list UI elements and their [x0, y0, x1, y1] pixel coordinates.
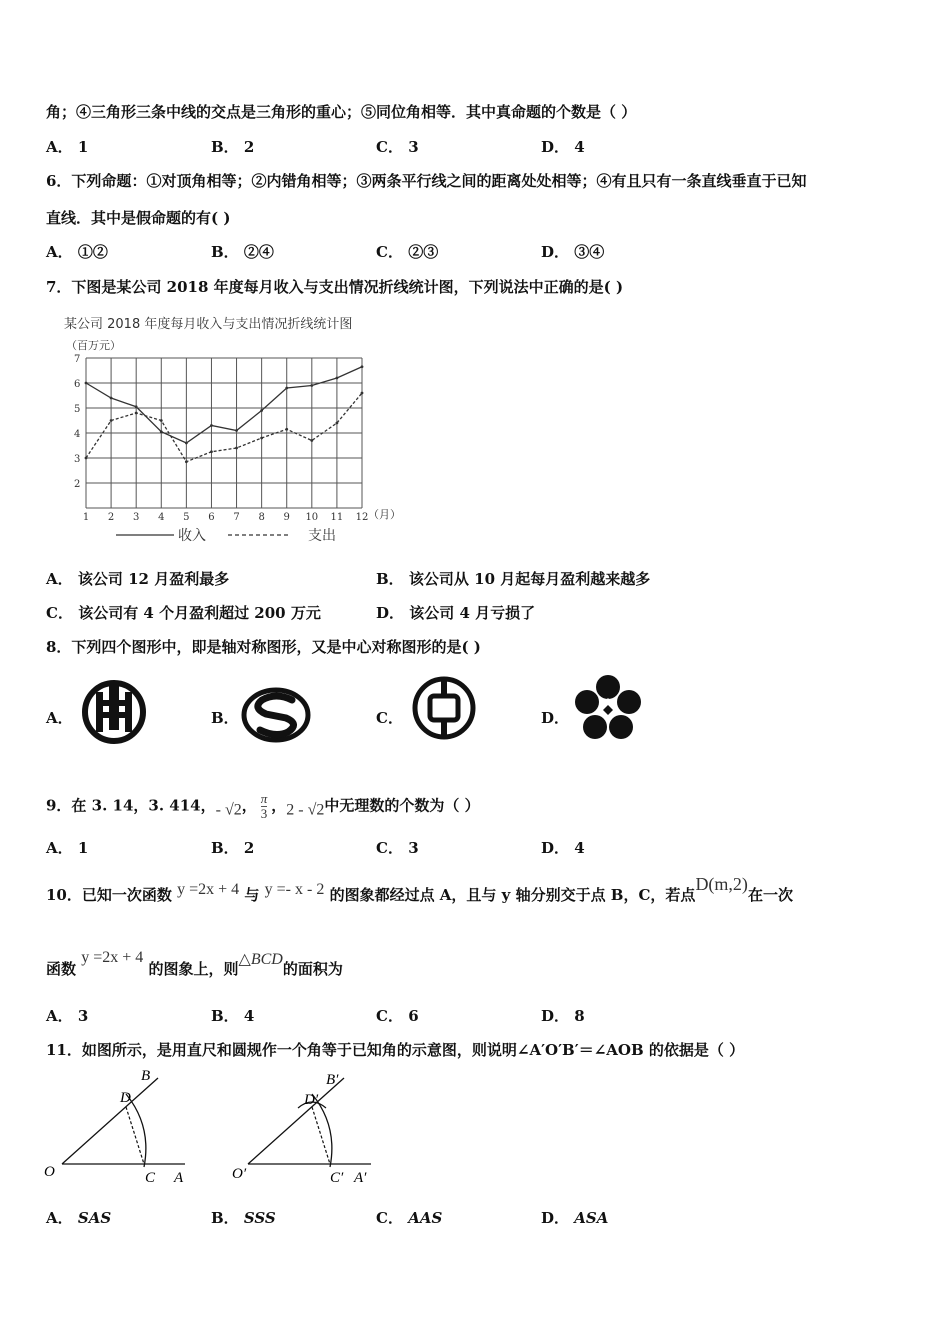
- chart-y-ticks: [74, 354, 80, 490]
- chart-xlabel: （月）: [368, 508, 401, 521]
- y-tick-label: 7: [74, 354, 81, 365]
- q10-option-d[interactable]: D． 8: [541, 1007, 585, 1025]
- angle-figure-construction: [228, 1066, 388, 1190]
- q11-option-b[interactable]: B． SSS: [211, 1209, 276, 1227]
- data-point-expense: [235, 447, 238, 450]
- q5-option-d[interactable]: D． 4: [541, 138, 585, 156]
- q9-stem: 9．在 3. 14，3. 414，- √2， $\frac{\pi}{3}$ ，2 - √2中无理数的个数为（ ）: [46, 791, 480, 821]
- chart-title: 某公司 2018 年度每月收入与支出情况折线统计图: [64, 317, 353, 332]
- x-tick-label: 4: [158, 512, 165, 523]
- q7-option-a[interactable]: A． 该公司 12 月盈利最多: [46, 570, 230, 588]
- data-point-income: [260, 409, 263, 412]
- q8-option-d[interactable]: D．: [541, 709, 570, 727]
- angle-figure-original: [40, 1066, 200, 1190]
- y-tick-label: 5: [74, 404, 81, 415]
- x-tick-label: 3: [132, 512, 140, 523]
- data-point-expense: [85, 457, 88, 460]
- x-tick-label: 5: [183, 512, 190, 523]
- q5-option-a[interactable]: A． 1: [46, 138, 89, 156]
- chart-x-ticks: [83, 512, 369, 523]
- q11-option-d[interactable]: D． ASA: [541, 1209, 609, 1227]
- bank-logo-c-icon: [410, 674, 478, 742]
- x-tick-label: 11: [330, 512, 344, 523]
- data-point-income: [185, 442, 188, 445]
- x-tick-label: 2: [107, 512, 115, 523]
- x-tick-label: 10: [305, 512, 319, 523]
- data-point-expense: [310, 439, 313, 442]
- svg-text:B: B: [141, 1068, 151, 1084]
- data-point-expense: [110, 419, 113, 422]
- data-point-income: [235, 429, 238, 432]
- q11-stem: 11．如图所示，是用直尺和圆规作一个角等于已知角的示意图，则说明∠A′O′B′＝∠AOB 的依据是（ ）: [46, 1041, 745, 1059]
- svg-text:O: O: [44, 1164, 55, 1180]
- svg-text:A′: A′: [354, 1170, 367, 1186]
- x-tick-label: 6: [208, 512, 215, 523]
- data-point-income: [85, 382, 88, 385]
- q6-option-d[interactable]: D． ③④: [541, 243, 605, 261]
- data-point-expense: [260, 437, 263, 440]
- y-tick-label: 4: [74, 429, 81, 440]
- y-tick-label: 3: [74, 454, 81, 465]
- q10-stem-line2: 函数 y =2x + 4 的图象上，则△BCD的面积为: [46, 949, 343, 978]
- income-expense-line-chart: [56, 310, 416, 550]
- data-point-expense: [210, 450, 213, 453]
- data-point-expense: [285, 428, 288, 431]
- svg-text:D′: D′: [304, 1092, 319, 1108]
- data-point-income: [336, 377, 339, 380]
- q6-option-b[interactable]: B． ②④: [211, 243, 274, 261]
- svg-text:O′: O′: [232, 1166, 247, 1182]
- chart-grid: [86, 358, 362, 508]
- data-point-expense: [185, 460, 188, 463]
- q10-option-b[interactable]: B． 4: [211, 1007, 255, 1025]
- data-point-income: [361, 365, 364, 368]
- q7-option-c[interactable]: C． 该公司有 4 个月盈利超过 200 万元: [46, 604, 321, 622]
- x-tick-label: 7: [233, 512, 240, 523]
- chart-series: [85, 365, 364, 463]
- q8-stem: 8．下列四个图形中，即是轴对称图形，又是中心对称图形的是( ): [46, 638, 481, 656]
- data-point-income: [285, 387, 288, 390]
- q10-option-c[interactable]: C． 6: [376, 1007, 419, 1025]
- q8-option-a[interactable]: A．: [46, 709, 73, 727]
- q5-stem: 角；④三角形三条中线的交点是三角形的重心；⑤同位角相等．其中真命题的个数是（ ）: [46, 103, 637, 121]
- data-point-income: [135, 405, 138, 408]
- data-point-income: [210, 424, 213, 427]
- data-point-expense: [336, 422, 339, 425]
- series-line-income: [86, 367, 362, 443]
- svg-text:C: C: [145, 1170, 156, 1186]
- q9-option-d[interactable]: D． 4: [541, 839, 585, 857]
- data-point-income: [110, 397, 113, 400]
- data-point-expense: [160, 419, 163, 422]
- q7-option-b[interactable]: B． 该公司从 10 月起每月盈利越来越多: [376, 570, 651, 588]
- svg-text:C′: C′: [330, 1170, 344, 1186]
- data-point-income: [160, 430, 163, 433]
- q9-option-b[interactable]: B． 2: [211, 839, 255, 857]
- q10-option-a[interactable]: A． 3: [46, 1007, 89, 1025]
- q8-option-c[interactable]: C．: [376, 709, 403, 727]
- legend-expense-label: 支出: [308, 528, 336, 544]
- pi-over-3: $\frac{\pi}{3}$: [260, 791, 268, 821]
- q5-option-b[interactable]: B． 2: [211, 138, 255, 156]
- q9-option-c[interactable]: C． 3: [376, 839, 419, 857]
- svg-text:B′: B′: [326, 1072, 339, 1088]
- bank-logo-d-icon: [573, 674, 643, 744]
- svg-text:A: A: [174, 1170, 184, 1186]
- data-point-expense: [361, 392, 364, 395]
- q9-option-a[interactable]: A． 1: [46, 839, 89, 857]
- q5-option-c[interactable]: C． 3: [376, 138, 419, 156]
- bank-logo-a-icon: [80, 678, 148, 746]
- x-tick-label: 8: [258, 512, 265, 523]
- q6-option-c[interactable]: C． ②③: [376, 243, 439, 261]
- x-tick-label: 9: [283, 512, 290, 523]
- chart-ylabel: （百万元）: [66, 339, 121, 352]
- y-tick-label: 6: [74, 379, 81, 390]
- y-tick-label: 2: [74, 479, 81, 490]
- x-tick-label: 12: [355, 512, 369, 523]
- q7-option-d[interactable]: D． 该公司 4 月亏损了: [376, 604, 536, 622]
- q6-stem-line1: 6．下列命题：①对顶角相等；②内错角相等；③两条平行线之间的距离处处相等；④有且只有一条直线垂直于已知: [46, 172, 807, 190]
- q6-option-a[interactable]: A． ①②: [46, 243, 108, 261]
- legend-income-label: 收入: [178, 528, 206, 544]
- q11-option-c[interactable]: C． AAS: [376, 1209, 443, 1227]
- q8-option-b[interactable]: B．: [211, 709, 239, 727]
- data-point-income: [310, 384, 313, 387]
- q6-stem-line2: 直线．其中是假命题的有( ): [46, 209, 231, 227]
- svg-text:D: D: [120, 1090, 131, 1106]
- q10-stem-line1: 10．已知一次函数 y =2x + 4 与 y =- x - 2 的图象都经过点 A，且与 y 轴分别交于点 B，C，若点D(m,2)在一次: [46, 874, 793, 904]
- data-point-expense: [135, 412, 138, 415]
- q11-option-a[interactable]: A． SAS: [46, 1209, 112, 1227]
- q7-stem: 7．下图是某公司 2018 年度每月收入与支出情况折线统计图，下列说法中正确的是( ): [46, 278, 624, 296]
- x-tick-label: 1: [82, 512, 90, 523]
- bank-logo-b-icon: [240, 686, 312, 744]
